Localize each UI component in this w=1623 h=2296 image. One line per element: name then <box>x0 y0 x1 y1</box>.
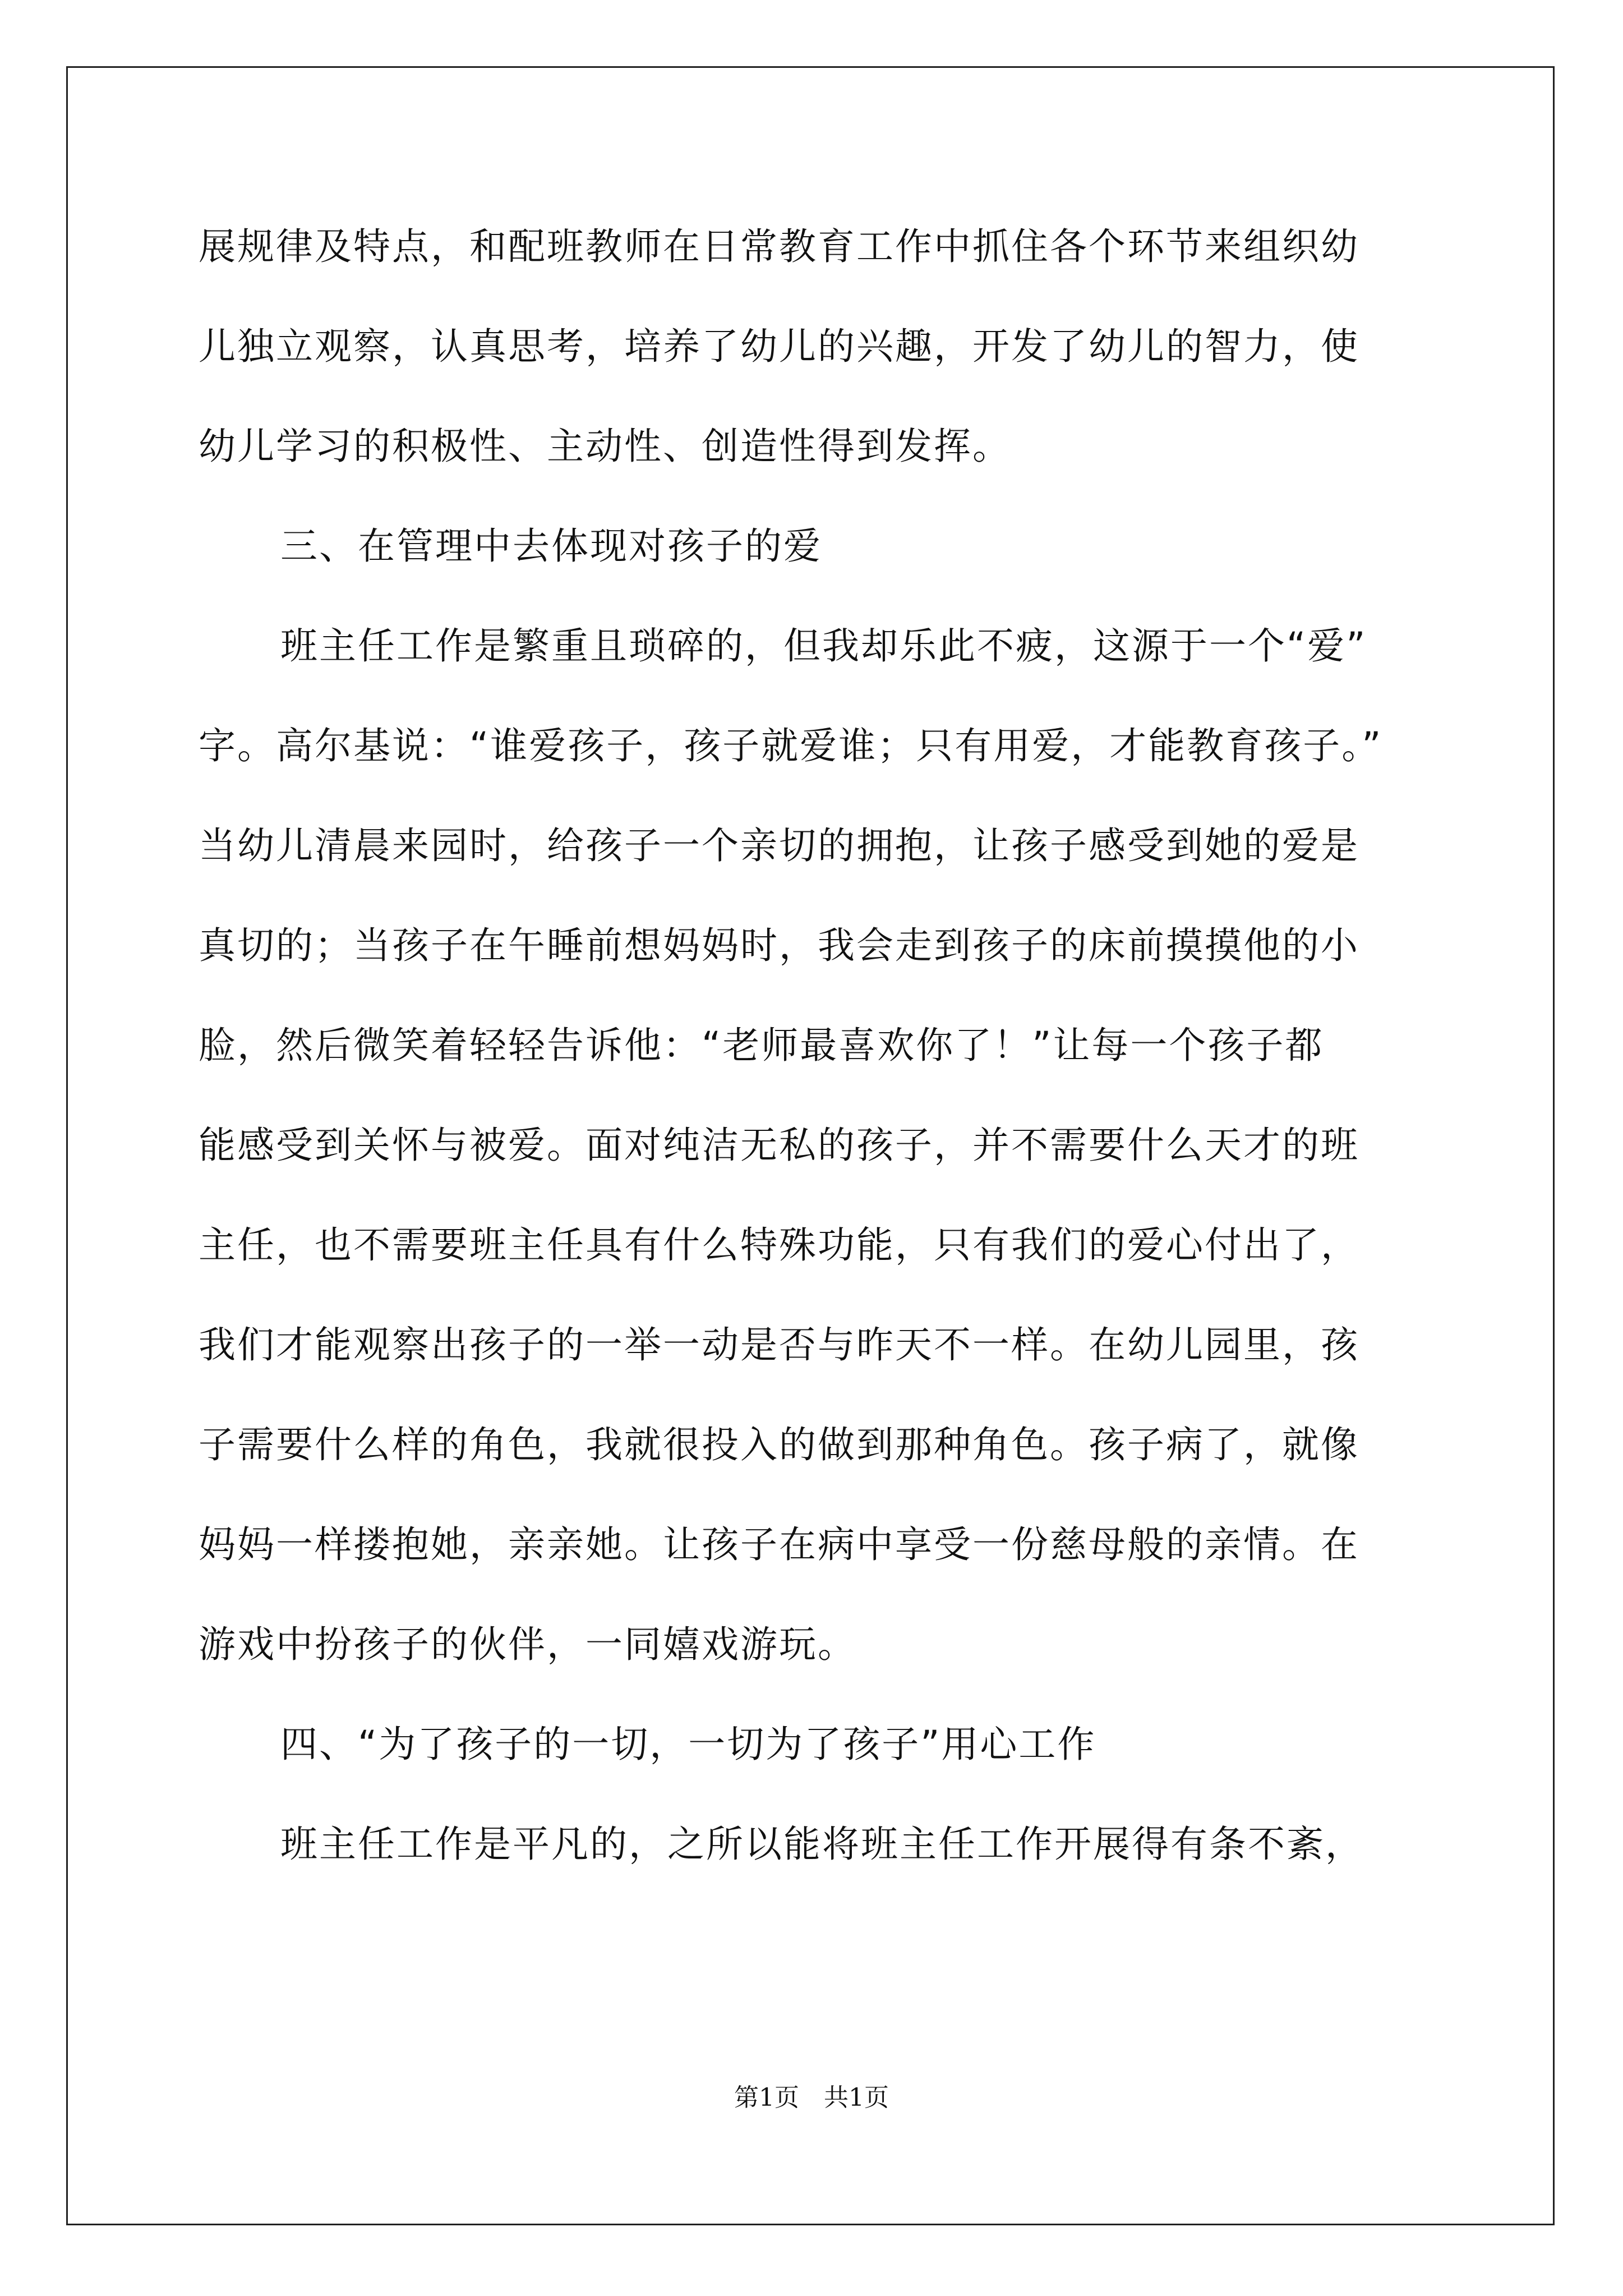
text-line: 三、在管理中去体现对孩子的爱 <box>280 524 822 568</box>
text-line: 真切的；当孩子在午睡前想妈妈时，我会走到孩子的床前摸摸他的小 <box>199 924 1359 967</box>
text-line: 游戏中扮孩子的伙伴，一同嬉戏游玩。 <box>199 1623 856 1666</box>
text-line: 能感受到关怀与被爱。面对纯洁无私的孩子，并不需要什么天才的班 <box>199 1124 1359 1167</box>
text-line: 当幼儿清晨来园时，给孩子一个亲切的拥抱，让孩子感受到她的爱是 <box>199 824 1359 867</box>
text-line: 班主任工作是繁重且琐碎的，但我却乐此不疲，这源于一个“爱” <box>280 624 1367 668</box>
text-line: 班主任工作是平凡的，之所以能将班主任工作开展得有条不紊， <box>280 1823 1364 1866</box>
text-line: 展规律及特点，和配班教师在日常教育工作中抓住各个环节来组织幼 <box>199 225 1359 268</box>
text-line: 四、“为了孩子的一切，一切为了孩子”用心工作 <box>280 1723 1096 1766</box>
text-line: 主任，也不需要班主任具有什么特殊功能，只有我们的爱心付出了， <box>199 1223 1359 1267</box>
text-line: 幼儿学习的积极性、主动性、创造性得到发挥。 <box>199 425 1011 468</box>
text-line: 儿独立观察，认真思考，培养了幼儿的兴趣，开发了幼儿的智力，使 <box>199 325 1359 368</box>
text-line: 脸，然后微笑着轻轻告诉他：“老师最喜欢你了！”让每一个孩子都 <box>199 1024 1324 1067</box>
text-line: 子需要什么样的角色，我就很投入的做到那种角色。孩子病了，就像 <box>199 1423 1359 1466</box>
text-line: 字。高尔基说：“谁爱孩子，孩子就爱谁；只有用爱，才能教育孩子。” <box>199 724 1383 767</box>
text-line: 妈妈一样搂抱她，亲亲她。让孩子在病中享受一份慈母般的亲情。在 <box>199 1523 1359 1566</box>
page-footer: 第1页 共1页 <box>734 2083 889 2112</box>
text-line: 我们才能观察出孩子的一举一动是否与昨天不一样。在幼儿园里，孩 <box>199 1323 1359 1366</box>
